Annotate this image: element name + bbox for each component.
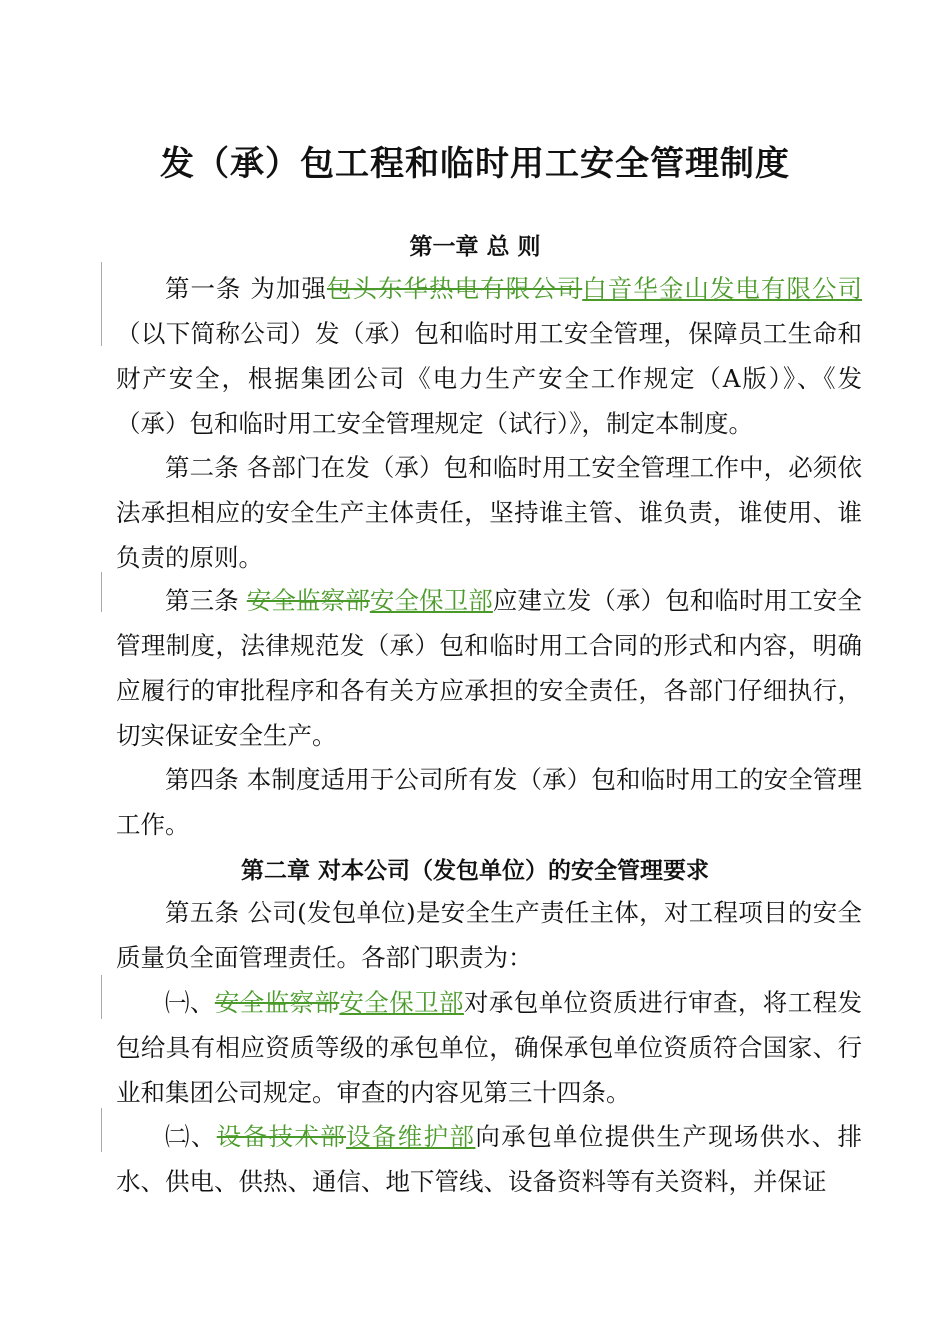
item-2-number: ㈡、 (165, 1122, 217, 1151)
change-bar (101, 262, 102, 346)
article-1-text-cont: （以下简称公司）发（承）包和临时用工安全管理，保障员工生命和财产安全，根据集团公司《电力生产安全工作规定（A版）》、《发（承）包和临时用工安全管理规定（试行）》，制定本制度。 (116, 319, 862, 438)
item-1 (116, 980, 862, 1115)
article-3-text: 第三条 (165, 586, 247, 615)
item-2-text: 向承包单位提供生产现场供水、排水、供电、供热、通信、地下管线、设备资料等有关资料，并保证 (116, 1122, 863, 1196)
change-bar (101, 572, 102, 612)
inserted-text: 安全保卫部 (339, 988, 464, 1017)
article-1-text: 第一条 为加强 (165, 274, 327, 303)
change-bar (101, 1108, 102, 1152)
deleted-text: 安全监察部 (214, 988, 340, 1017)
article-3 (116, 578, 862, 758)
item-1-number: ㈠、 (165, 988, 215, 1017)
article-5: 第五条 公司(发包单位)是安全生产责任主体，对工程项目的安全质量负全面管理责任。各部门职责为： (116, 898, 862, 972)
inserted-text: 设备维护部 (346, 1122, 476, 1151)
article-2: 第二条 各部门在发（承）包和临时用工安全管理工作中，必须依法承担相应的安全生产主体责任，坚持谁主管、谁负责，谁使用、谁负责的原则。 (116, 453, 862, 572)
inserted-text: 白音华金山发电有限公司 (582, 274, 863, 303)
article-3-text-cont: 应建立发（承）包和临时用工安全管理制度，法律规范发（承）包和临时用工合同的形式和内容，明确应履行的审批程序和各有关方应承担的安全责任，各部门仔细执行，切实保证安全生产。 (116, 586, 863, 750)
deleted-text: 设备技术部 (216, 1122, 347, 1151)
inserted-text: 安全保卫部 (369, 586, 493, 615)
deleted-text: 包头东华热电有限公司 (326, 274, 583, 303)
article-4: 第四条 本制度适用于公司所有发（承）包和临时用工的安全管理工作。 (116, 765, 862, 839)
document-title: 发（承）包工程和临时用工安全管理制度 (160, 144, 790, 184)
item-1-text: 对承包单位资质进行审查，将工程发包给具有相应资质等级的承包单位，确保承包单位资质符合国家、行业和集团公司规定。审查的内容见第三十四条。 (116, 988, 863, 1107)
chapter-1-heading: 第一章 总 则 (409, 233, 541, 260)
item-2 (116, 1114, 862, 1204)
change-bar (101, 975, 102, 1019)
deleted-text: 安全监察部 (246, 586, 370, 615)
chapter-2-heading: 第二章 对本公司（发包单位）的安全管理要求 (240, 857, 709, 884)
article-1 (116, 266, 862, 446)
